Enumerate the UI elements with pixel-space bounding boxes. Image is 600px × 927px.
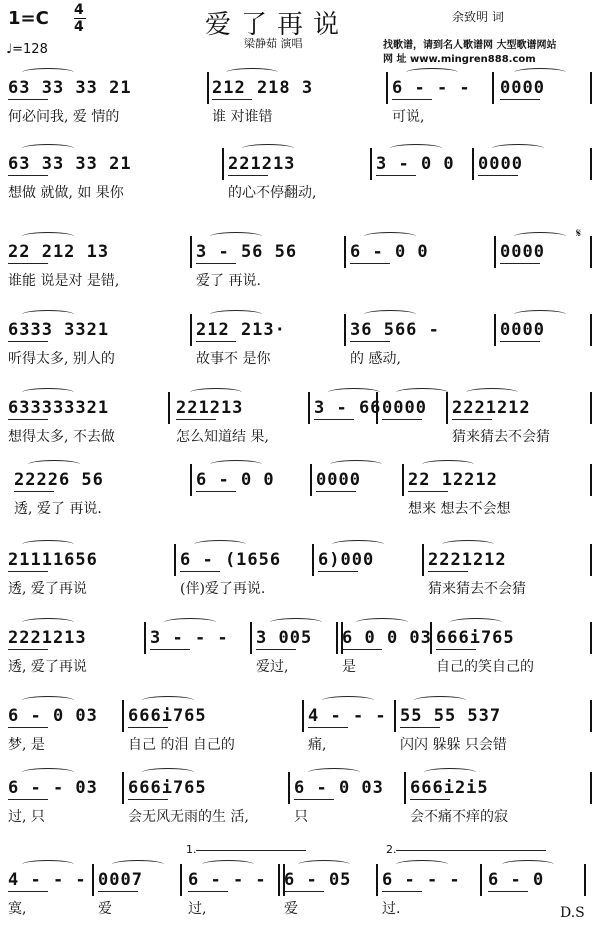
measure-lyric: 想做 就做, 如 果你: [8, 185, 124, 201]
measure-notes: 0000: [500, 242, 545, 262]
volta-first-ending: 1.: [186, 843, 197, 856]
beam-underline: [408, 491, 448, 492]
measure-notes: 633333321: [8, 398, 110, 418]
measure-notes: 666i765: [436, 628, 515, 648]
slur-mark: [22, 540, 74, 549]
slur-mark: [112, 860, 164, 869]
bar-line: [494, 236, 496, 268]
bar-line: [472, 148, 474, 180]
measure-lyric: 谁能 说是对 是错,: [8, 273, 120, 289]
bar-line: [92, 864, 94, 896]
bar-line: [494, 314, 496, 346]
measure-notes: 3 005: [256, 628, 313, 648]
beam-underline: [410, 799, 450, 800]
volta-first-line: [196, 850, 306, 851]
measure-notes: 6 - - -: [382, 870, 461, 890]
measure-notes: 3 - - -: [150, 628, 229, 648]
measure-notes: 6 - 0 0: [350, 242, 429, 262]
beam-underline: [428, 571, 468, 572]
beam-underline: [98, 891, 138, 892]
bar-line: [278, 864, 285, 896]
measure-lyric: 爱: [98, 901, 112, 917]
measure-notes: 2221213: [8, 628, 87, 648]
beam-underline: [196, 341, 236, 342]
slur-mark: [22, 618, 74, 627]
measure-notes: 6333 3321: [8, 320, 110, 340]
slur-mark: [22, 310, 74, 319]
measure-lyric: 的 感动,: [350, 351, 401, 367]
slur-mark: [298, 860, 350, 869]
bar-line: [312, 544, 314, 576]
slur-mark: [190, 388, 242, 397]
bar-line: [376, 392, 378, 424]
bar-line: [590, 236, 592, 268]
slur-mark: [450, 618, 502, 627]
bar-line: [404, 772, 406, 804]
slur-mark: [406, 68, 458, 77]
beam-underline: [8, 891, 48, 892]
bar-line: [370, 148, 372, 180]
bar-line: [386, 72, 388, 104]
beam-underline: [8, 263, 48, 264]
beam-underline: [500, 341, 540, 342]
measure-notes: 4 - - -: [308, 706, 387, 726]
slur-mark: [22, 68, 74, 77]
measure-lyric: 自己 的泪 自己的: [128, 737, 235, 753]
measure-lyric: 猜来猜去不会猜: [428, 581, 526, 597]
bar-line: [336, 622, 343, 654]
key-signature: 1=C: [8, 8, 49, 29]
slur-mark: [396, 860, 448, 869]
beam-underline: [436, 649, 476, 650]
slur-mark: [22, 860, 74, 869]
bar-line: [180, 864, 182, 896]
beam-underline: [350, 341, 390, 342]
slur-mark: [364, 310, 416, 319]
site-banner-line1: 找歌谱，请到名人歌谱网 大型歌谱网站: [383, 40, 557, 51]
measure-notes: 6 - 0: [488, 870, 545, 890]
measure-notes: 63 33 33 21: [8, 78, 132, 98]
bar-line: [144, 622, 146, 654]
measure-notes: 666i765: [128, 706, 207, 726]
bar-line: [222, 148, 224, 180]
bar-line: [174, 544, 176, 576]
measure-notes: 55 55 537: [400, 706, 502, 726]
measure-lyric: 故事不 是你: [196, 351, 271, 367]
slur-mark: [332, 540, 384, 549]
slur-mark: [502, 860, 554, 869]
bar-line: [590, 464, 592, 496]
measure-lyric: 自己的笑自己的: [436, 659, 534, 675]
score-system: [0, 398, 600, 468]
measure-notes: 0000: [316, 470, 361, 490]
measure-lyric: 的心不停翻动,: [228, 185, 317, 201]
measure-notes: 666i2i5: [410, 778, 489, 798]
bar-line: [344, 236, 346, 268]
bar-line: [394, 700, 396, 732]
beam-underline: [212, 99, 252, 100]
time-bottom: 4: [74, 19, 84, 35]
score-system: [0, 242, 600, 312]
slur-mark: [242, 144, 294, 153]
beam-underline: [342, 649, 382, 650]
bar-line: [492, 72, 494, 104]
measure-notes: 6 - - 03: [8, 778, 98, 798]
ds-mark: D.S: [560, 905, 585, 921]
measure-lyric: 透, 爱了 再说.: [14, 501, 102, 517]
measure-notes: 6 - 0 03: [294, 778, 384, 798]
measure-lyric: 透, 爱了再说: [8, 581, 87, 597]
measure-notes: 6)000: [318, 550, 375, 570]
slur-mark: [142, 768, 194, 777]
measure-lyric: 过.: [382, 901, 401, 917]
beam-underline: [376, 175, 416, 176]
measure-notes: 0000: [478, 154, 523, 174]
beam-underline: [392, 99, 432, 100]
measure-notes: 6 - (1656: [180, 550, 282, 570]
slur-mark: [22, 232, 74, 241]
song-title: 爱了再说: [205, 10, 350, 40]
slur-mark: [22, 768, 74, 777]
slur-mark: [328, 388, 380, 397]
measure-notes: 6 - 0 03: [8, 706, 98, 726]
measure-lyric: 想来 想去不会想: [408, 501, 511, 517]
beam-underline: [316, 491, 356, 492]
beam-underline: [8, 341, 48, 342]
measure-notes: 6 - 05: [284, 870, 352, 890]
site-banner-line2: 网 址 www.mingren888.com: [383, 54, 536, 65]
bar-line: [310, 464, 312, 496]
measure-notes: 666i765: [128, 778, 207, 798]
beam-underline: [382, 891, 422, 892]
bar-line: [590, 148, 592, 180]
score-system: [0, 78, 600, 148]
lyricist-credit: 余致明 词: [452, 10, 504, 24]
beam-underline: [382, 419, 422, 420]
beam-underline: [196, 491, 236, 492]
measure-lyric: 可说,: [392, 109, 425, 125]
beam-underline: [488, 891, 528, 892]
bar-line: [422, 544, 424, 576]
slur-mark: [364, 232, 416, 241]
slur-mark: [210, 310, 262, 319]
beam-underline: [308, 727, 348, 728]
slur-mark: [202, 860, 254, 869]
measure-notes: 212 218 3: [212, 78, 314, 98]
slur-mark: [492, 144, 544, 153]
beam-underline: [128, 799, 168, 800]
measure-notes: 6 - 0 0: [196, 470, 275, 490]
measure-lyric: 寞,: [8, 901, 27, 917]
beam-underline: [8, 649, 48, 650]
beam-underline: [8, 175, 48, 176]
measure-notes: 6 - - -: [392, 78, 471, 98]
slur-mark: [442, 540, 494, 549]
bar-line: [190, 314, 192, 346]
bar-line: [584, 864, 586, 896]
bar-line: [288, 772, 290, 804]
bar-line: [190, 236, 192, 268]
measure-lyric: 闪闪 躲躲 只会错: [400, 737, 507, 753]
beam-underline: [400, 727, 440, 728]
slur-mark: [22, 388, 74, 397]
measure-lyric: 爱了 再说.: [196, 273, 261, 289]
measure-lyric: 过, 只: [8, 809, 45, 825]
beam-underline: [500, 263, 540, 264]
beam-underline: [256, 649, 296, 650]
measure-lyric: 爱: [284, 901, 298, 917]
measure-lyric: 听得太多, 别人的: [8, 351, 115, 367]
measure-notes: 22226 56: [14, 470, 104, 490]
beam-underline: [452, 419, 492, 420]
measure-notes: 63 33 33 21: [8, 154, 132, 174]
bar-line: [590, 544, 592, 576]
measure-notes: 6 0 0 03: [342, 628, 432, 648]
bar-line: [168, 392, 170, 424]
tempo-mark: ♩=128: [6, 42, 48, 57]
bar-line: [190, 464, 192, 496]
measure-lyric: 只: [294, 809, 308, 825]
slur-mark: [390, 144, 442, 153]
bar-line: [122, 700, 124, 732]
bar-line: [302, 700, 304, 732]
beam-underline: [8, 99, 48, 100]
bar-line: [590, 314, 592, 346]
slur-mark: [22, 696, 74, 705]
beam-underline: [188, 891, 228, 892]
measure-lyric: 想得太多, 不去做: [8, 429, 115, 445]
score-system: [0, 628, 600, 698]
slur-mark: [194, 540, 246, 549]
measure-notes: 221213: [228, 154, 296, 174]
beam-underline: [318, 571, 358, 572]
measure-lyric: 何必问我, 爱 情的: [8, 109, 120, 125]
beam-underline: [478, 175, 518, 176]
singer-credit: 梁静茹 演唱: [244, 37, 303, 50]
measure-lyric: 是: [342, 659, 356, 675]
bar-line: [308, 392, 310, 424]
measure-notes: 22 212 13: [8, 242, 110, 262]
bar-line: [446, 392, 448, 424]
slur-mark: [466, 388, 518, 397]
slur-mark: [356, 618, 408, 627]
measure-notes: 0007: [98, 870, 143, 890]
slur-mark: [142, 696, 194, 705]
measure-notes: 6 - - -: [188, 870, 267, 890]
bar-line: [590, 392, 592, 424]
slur-mark: [22, 144, 74, 153]
slur-mark: [308, 768, 360, 777]
time-signature: [74, 2, 86, 35]
beam-underline: [500, 99, 540, 100]
slur-mark: [28, 460, 80, 469]
time-top: 4: [74, 2, 84, 18]
score-system: [0, 870, 600, 927]
bar-line: [207, 72, 209, 104]
measure-notes: 4 - - -: [8, 870, 87, 890]
score-system: [0, 154, 600, 224]
measure-lyric: (伴)爱了再说.: [180, 581, 266, 597]
measure-lyric: 梦, 是: [8, 737, 45, 753]
measure-lyric: 痛,: [308, 737, 327, 753]
bar-line: [376, 864, 378, 896]
volta-second-ending: 2.: [386, 843, 397, 856]
score-system: [0, 320, 600, 390]
slur-mark: [414, 696, 466, 705]
beam-underline: [8, 571, 48, 572]
score-system: [0, 778, 600, 848]
segno-sign: 𝄋: [576, 226, 582, 240]
measure-notes: 0000: [382, 398, 427, 418]
measure-notes: 3 - 0 0: [376, 154, 455, 174]
measure-lyric: 会无风无雨的生 活,: [128, 809, 249, 825]
bar-line: [344, 314, 346, 346]
beam-underline: [294, 799, 334, 800]
slur-mark: [514, 232, 566, 241]
volta-second-line: [396, 850, 546, 851]
score-system: [0, 706, 600, 776]
beam-underline: [128, 727, 168, 728]
score-system: [0, 550, 600, 620]
beam-underline: [314, 419, 354, 420]
measure-notes: 0000: [500, 78, 545, 98]
measure-notes: 3 - 56 56: [196, 242, 298, 262]
bar-line: [590, 772, 592, 804]
beam-underline: [8, 799, 48, 800]
beam-underline: [14, 491, 54, 492]
bar-line: [250, 622, 252, 654]
beam-underline: [8, 419, 48, 420]
bar-line: [122, 772, 124, 804]
measure-notes: 36 566 -: [350, 320, 440, 340]
beam-underline: [8, 727, 48, 728]
bar-line: [590, 622, 592, 654]
measure-notes: 21111656: [8, 550, 98, 570]
beam-underline: [150, 649, 190, 650]
measure-lyric: 透, 爱了再说: [8, 659, 87, 675]
slur-mark: [210, 460, 262, 469]
score-system: [0, 470, 600, 540]
beam-underline: [180, 571, 220, 572]
measure-lyric: 过,: [188, 901, 207, 917]
measure-lyric: 谁 对谁错: [212, 109, 273, 125]
measure-notes: 2221212: [428, 550, 507, 570]
beam-underline: [350, 263, 390, 264]
bar-line: [590, 700, 592, 732]
slur-mark: [422, 460, 474, 469]
slur-mark: [226, 68, 278, 77]
beam-underline: [196, 263, 236, 264]
measure-notes: 221213: [176, 398, 244, 418]
slur-mark: [322, 696, 374, 705]
measure-notes: 22 12212: [408, 470, 498, 490]
bar-line: [590, 72, 592, 104]
slur-mark: [210, 232, 262, 241]
beam-underline: [176, 419, 216, 420]
beam-underline: [284, 891, 324, 892]
bar-line: [480, 864, 482, 896]
slur-mark: [514, 68, 566, 77]
slur-mark: [164, 618, 216, 627]
measure-lyric: 猜来猜去不会猜: [452, 429, 550, 445]
slur-mark: [330, 460, 382, 469]
measure-notes: 212 213·: [196, 320, 286, 340]
measure-notes: 0000: [500, 320, 545, 340]
slur-mark: [424, 768, 476, 777]
bar-line: [402, 464, 404, 496]
slur-mark: [270, 618, 322, 627]
measure-notes: 2221212: [452, 398, 531, 418]
measure-lyric: 怎么知道结 果,: [176, 429, 269, 445]
slur-mark: [514, 310, 566, 319]
bar-line: [430, 622, 432, 654]
slur-mark: [396, 388, 448, 397]
measure-lyric: 会不痛不痒的寂: [410, 809, 508, 825]
beam-underline: [228, 175, 268, 176]
measure-notes: 3 - 66: [314, 398, 382, 418]
measure-lyric: 爱过,: [256, 659, 289, 675]
